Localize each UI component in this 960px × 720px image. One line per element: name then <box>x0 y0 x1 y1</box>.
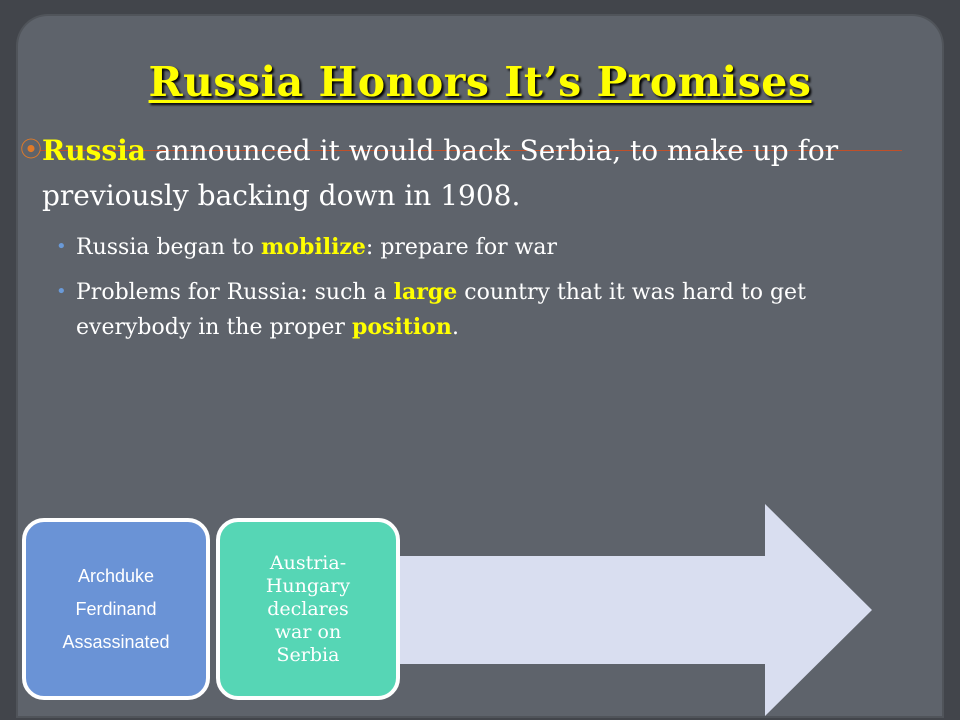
sub-bullet-text: country that it was hard to get everybody in the proper <box>76 280 806 340</box>
sub-bullet-text: Problems for Russia: such a <box>76 280 394 305</box>
main-bullet-text: announced it would back Serbia, to make up for previously backing down in 1908. <box>42 134 839 212</box>
sub-bullet-highlight: mobilize <box>261 234 366 260</box>
sub-bullet-text: : prepare for war <box>365 235 558 260</box>
timeline-arrow <box>360 500 880 720</box>
sub-bullet-text: . <box>451 315 459 340</box>
circle-target-bullet-icon: ⦿ <box>20 138 43 163</box>
dot-bullet-icon: • <box>56 281 67 302</box>
sub-bullet-problems <box>20 275 880 345</box>
dot-bullet-icon: • <box>56 236 67 257</box>
timeline-box-text: Archduke Ferdinand Assassinated <box>62 565 170 652</box>
sub-bullet-highlight: large <box>393 279 458 305</box>
sub-bullet-highlight: position <box>351 314 452 340</box>
sub-bullet-text: Russia began to <box>76 235 262 260</box>
slide-body <box>20 128 880 345</box>
timeline-box-text: Austria- Hungary declares war on Serbia <box>265 551 351 666</box>
main-bullet <box>20 128 880 218</box>
arrow-shape <box>360 504 872 716</box>
sub-bullet-mobilize <box>20 230 880 265</box>
timeline-box-war-declaration <box>216 518 400 700</box>
slide-title: Russia Honors It’s Promises <box>148 58 812 106</box>
timeline-box-assassination <box>22 518 210 700</box>
main-bullet-lead: Russia <box>42 134 146 167</box>
